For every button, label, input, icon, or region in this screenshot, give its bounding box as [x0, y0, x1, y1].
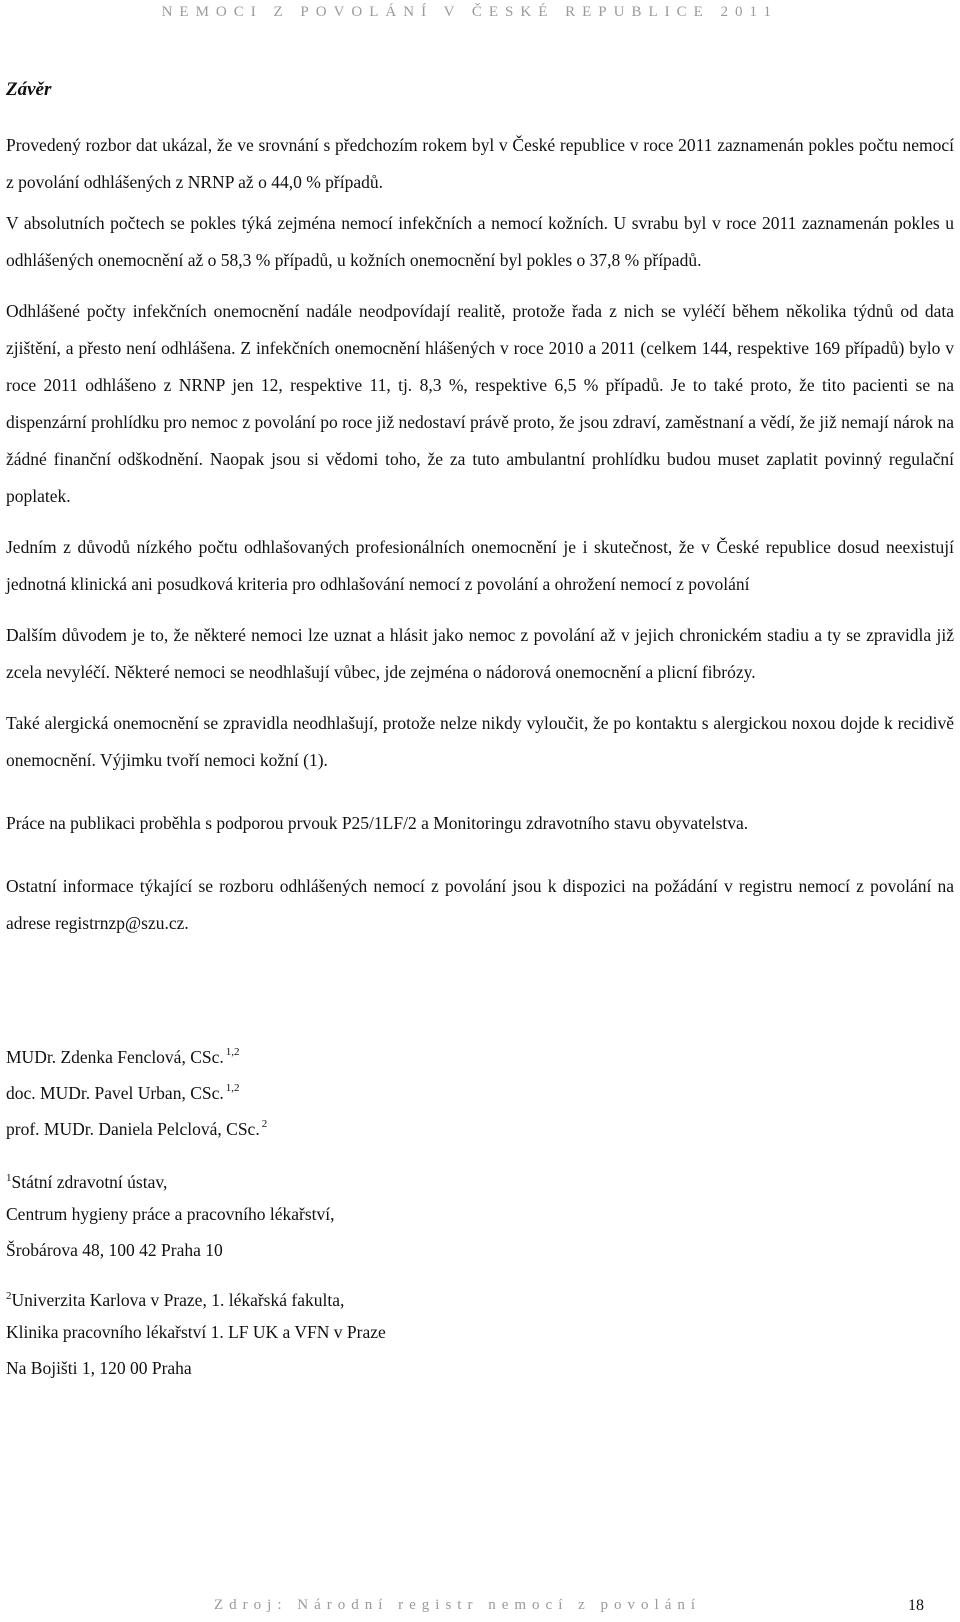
- author-item: [6, 1070, 954, 1106]
- affiliation-list: [6, 1160, 954, 1386]
- author-affiliation-mark: 2: [261, 1118, 268, 1130]
- affiliation-line: [6, 1160, 954, 1196]
- affiliation-text: Státní zdravotní ústav,: [11, 1172, 168, 1192]
- paragraph-absolute-counts: V absolutních počtech se pokles týká zejména nemocí infekčních a nemocí kožních. U svrabu byl v roce 2011 zaznamenán pokles u odhlášených onemocnění až o 58,3 % případů, u kožních onemocnění byl pokles o 37,8 % případů.: [6, 213, 954, 270]
- affiliation-line: Klinika pracovního lékařství 1. LF UK a VFN v Praze: [6, 1322, 386, 1342]
- affiliation-line: [6, 1278, 954, 1314]
- paragraph-reasons: Jedním z důvodů nízkého počtu odhlašovaných profesionálních onemocnění je i skutečnost, že v České republice dosud neexistují jednotná klinická ani posudková kriteria pro odhlašování nemocí z povolání a ohrožení nemocí z povolání: [6, 537, 954, 594]
- author-item: [6, 1034, 954, 1070]
- paragraph-chronic: Dalším důvodem je to, že některé nemoci lze uznat a hlásit jako nemoc z povolání až v jejich chronickém stadiu a ty se zpravidla již zcela nevyléčí. Některé nemoci se neodhlašují vůbec, jde zejména o nádorová onemocnění a plicní fibrózy.: [6, 625, 954, 682]
- document-body: [6, 70, 954, 1386]
- paragraph-summary: Provedený rozbor dat ukázal, že ve srovnání s předchozím rokem byl v České republice v roce 2011 zaznamenán pokles počtu nemocí z povolání odhlášených z NRNP až o 44,0 % případů.: [6, 135, 954, 192]
- paragraph-infectious: Odhlášené počty infekčních onemocnění nadále neodpovídají realitě, protože řada z nich se vyléčí během několika týdnů od data zjištění, a přesto není odhlášena. Z infekčních onemocnění hlášených v roce 2010 a 2011 (celkem 144, respektive 169 případů) bylo v roce 2011 odhlášeno z NRNP jen 12, respektive 11, tj. 8,3 %, respektive 6,5 % případů. Je to také proto, že tito pacienti se na dispenzární prohlídku pro nemoc z povolání po roce již nedostaví právě proto, že jsou zdraví, zaměstnaní a vědí, že již nemají nárok na žádné finanční odškodnění. Naopak jsou si vědomi toho, že za tuto ambulantní prohlídku budou muset zaplatit povinný regulační poplatek.: [6, 301, 954, 506]
- author-name: MUDr. Zdenka Fenclová, CSc.: [6, 1047, 224, 1067]
- author-item: [6, 1106, 954, 1142]
- affiliation-line: Na Bojišti 1, 120 00 Praha: [6, 1358, 192, 1378]
- author-affiliation-mark: 1,2: [225, 1046, 240, 1058]
- author-list: [6, 1034, 954, 1142]
- affiliation-line: Centrum hygieny práce a pracovního lékařství,: [6, 1204, 335, 1224]
- page-footer: [0, 1597, 960, 1619]
- author-name: doc. MUDr. Pavel Urban, CSc.: [6, 1083, 224, 1103]
- author-affiliation-mark: 1,2: [225, 1082, 240, 1094]
- paragraph-contact: Ostatní informace týkající se rozboru odhlášených nemocí z povolání jsou k dispozici na požádání v registru nemocí z povolání na adrese registrnzp@szu.cz.: [6, 876, 954, 933]
- footer-source: Zdroj: Národní registr nemocí z povolání: [214, 1597, 702, 1613]
- page-number: 18: [908, 1597, 924, 1614]
- author-name: prof. MUDr. Daniela Pelclová, CSc.: [6, 1119, 260, 1139]
- affiliation-number: 1: [6, 1172, 12, 1184]
- paragraph-funding: Práce na publikaci proběhla s podporou prvouk P25/1LF/2 a Monitoringu zdravotního stavu obyvatelstva.: [6, 813, 749, 833]
- section-heading: Závěr: [6, 79, 52, 100]
- affiliation-line: Šrobárova 48, 100 42 Praha 10: [6, 1240, 223, 1260]
- paragraph-allergic: Také alergická onemocnění se zpravidla neodhlašují, protože nelze nikdy vyloučit, že po kontaktu s alergickou noxou dojde k recidivě onemocnění. Výjimku tvoří nemoci kožní (1).: [6, 713, 954, 770]
- affiliation-number: 2: [6, 1290, 12, 1302]
- affiliation-text: Univerzita Karlova v Praze, 1. lékařská fakulta,: [11, 1290, 345, 1310]
- running-header: NEMOCI Z POVOLÁNÍ V ČESKÉ REPUBLICE 2011: [161, 4, 778, 20]
